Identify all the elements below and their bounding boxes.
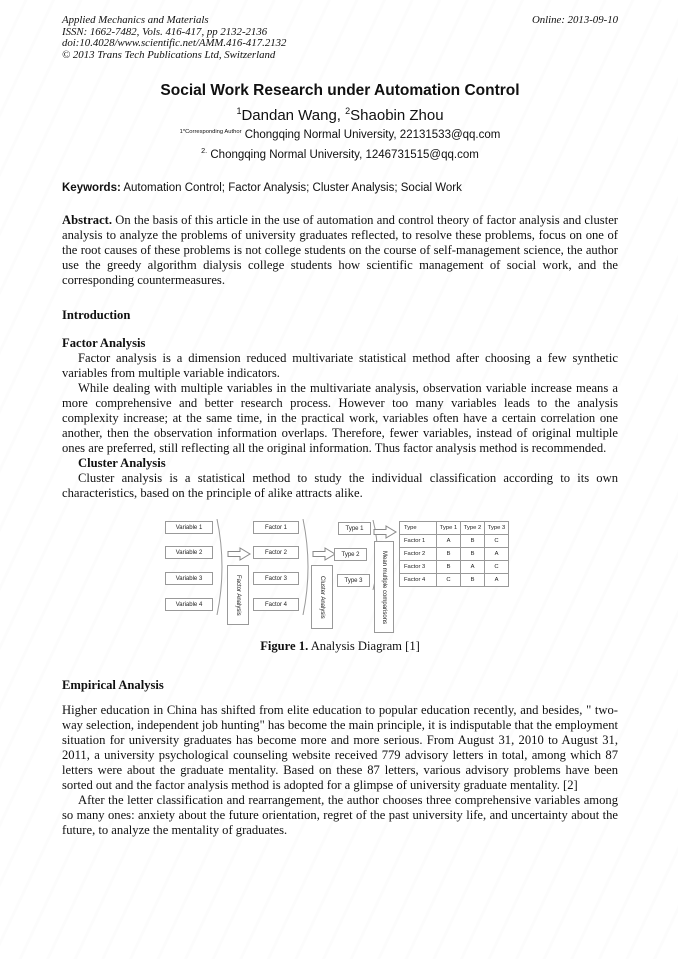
table-cell: B [461,535,485,548]
author-1-name: Dandan Wang, [241,107,346,125]
table-header-cell: Type [400,522,437,535]
arrow-right-icon [227,547,251,561]
table-row [400,548,509,561]
cluster-analysis-heading: Cluster Analysis [78,456,166,471]
affiliation-1-text: Chongqing Normal University, 22131533@qq.com [241,129,501,142]
table-cell: A [461,561,485,574]
variable-2-box: Variable 2 [165,546,213,559]
table-cell: A [437,535,461,548]
journal-issn-line: ISSN: 1662-7482, Vols. 416-417, pp 2132-2136 [62,25,268,38]
table-header-cell: Type 1 [437,522,461,535]
empirical-paragraph-1: Higher education in China has shifted from elite education to popular education recently, and besides, " two-way selection, independent job hunting" has become the main principle, it is indisputable that the employment situation for university graduates has become more and more serious. From August 31, 2010 to August 31, 2011, a university psychological counseling website received 779 advisory letters in total, among which 87 letters were about the graduate mentality. Based on these 87 letters, various advisory problems have been sorted out and the factor analysis method is adopted for a glimpse of university graduate mentality. [2] [62,703,618,793]
table-header-cell: Type 3 [485,522,509,535]
table-cell: Factor 1 [400,535,437,548]
factor-2-box: Factor 2 [253,546,299,559]
keywords-text: Automation Control; Factor Analysis; Cluster Analysis; Social Work [120,182,462,195]
introduction-heading: Introduction [62,308,131,323]
affiliation-2-text: Chongqing Normal University, 1246731515@qq.com [207,149,479,162]
affiliation-2-sup: 2. [201,146,208,156]
journal-doi-line: doi:10.4028/www.scientific.net/AMM.416-417.2132 [62,37,287,50]
affiliation-1 [62,129,618,141]
journal-copyright-line: © 2013 Trans Tech Publications Ltd, Switzerland [62,48,276,61]
table-cell: C [437,574,461,587]
table-row [400,574,509,587]
factor-paragraph-1: Factor analysis is a dimension reduced multivariate statistical method after choosing a few synthetic variables from multiple variable indicators. [62,351,618,381]
variable-4-box: Variable 4 [165,598,213,611]
table-cell: B [461,574,485,587]
author-2-name: Shaobin Zhou [350,107,444,125]
keywords-line [62,182,618,194]
table-cell: A [485,548,509,561]
authors-line [62,106,618,124]
author-1 [236,107,345,124]
figure-1-diagram [62,517,618,635]
table-cell: B [437,548,461,561]
type-3-box: Type 3 [337,574,370,587]
mean-comparisons-process-box: Mean multiple comparisons [374,541,394,633]
factor-1-box: Factor 1 [253,521,299,534]
figure-caption-label: Figure 1. [260,639,309,654]
cluster-paragraph-1: Cluster analysis is a statistical method to study the individual classification according to its own characteristics, based on the principle of alike attracts alike. [62,471,618,501]
table-header-cell: Type 2 [461,522,485,535]
table-header-row [400,522,509,535]
factor-4-box: Factor 4 [253,598,299,611]
abstract-label: Abstract. [62,213,113,228]
online-date: Online: 2013-09-10 [531,14,618,26]
variable-3-box: Variable 3 [165,572,213,585]
table-cell: A [485,574,509,587]
empirical-paragraph-2: After the letter classification and rearrangement, the author chooses three comprehensive variables among so many ones: anxiety about the future orientation, regret of the past university life, and uncertainty about the future, to analyze the mentality of graduates. [62,793,618,838]
type-2-box: Type 2 [334,548,367,561]
arrow-right-icon [373,525,397,539]
affiliation-1-sup: 1*Corresponding Author [179,129,242,136]
brace-variables [216,519,227,615]
table-cell: B [461,548,485,561]
abstract-paragraph [62,213,618,288]
abstract-text: On the basis of this article in the use of automation and control theory of factor analysis and cluster analysis to analyze the problems of university graduates reflected, to resolve these problems, focus on one of the root causes of these problems is not college students on the course of self-management science, the author use the greedy algorithm dialysis college students how scientific management of social work, and the corresponding countermeasures. [62,213,618,288]
factor-analysis-heading: Factor Analysis [62,336,146,351]
table-row [400,535,509,548]
keywords-label: Keywords: [62,182,121,195]
table-row [400,561,509,574]
variable-1-box: Variable 1 [165,521,213,534]
author-1-sup: 1 [236,106,242,117]
table-cell: Factor 3 [400,561,437,574]
arrow-right-icon [312,547,336,561]
table-cell: C [485,561,509,574]
figure-result-table [399,521,509,587]
type-1-box: Type 1 [338,522,371,535]
figure-caption-text: Analysis Diagram [1] [308,639,420,654]
cluster-analysis-process-box: Cluster Analysis [311,565,333,629]
table-cell: Factor 2 [400,548,437,561]
table-cell: C [485,535,509,548]
author-2-sup: 2 [345,106,351,117]
table-cell: Factor 4 [400,574,437,587]
affiliation-2 [62,146,618,161]
author-2 [345,107,443,124]
figure-caption [62,639,618,654]
empirical-analysis-heading: Empirical Analysis [62,678,164,693]
journal-info-block [62,15,286,61]
journal-header [62,15,618,61]
paper-title: Social Work Research under Automation Control [160,82,520,100]
journal-name: Applied Mechanics and Materials [62,14,209,26]
table-cell: B [437,561,461,574]
factor-paragraph-2: While dealing with multiple variables in the multivariate analysis, observation variable increase means a more comprehensive and better research process. However too many variables leads to the analysis complexity increase; at the same time, in the practical work, variables often have a certain correlation one another, then the observation information overlaps. Therefore, fewer variables, instead of original multiple ones are preferred, still reflecting all the original information. Thus factor analysis method is recommended. [62,381,618,456]
factor-3-box: Factor 3 [253,572,299,585]
factor-analysis-process-box: Factor Analysis [227,565,249,625]
